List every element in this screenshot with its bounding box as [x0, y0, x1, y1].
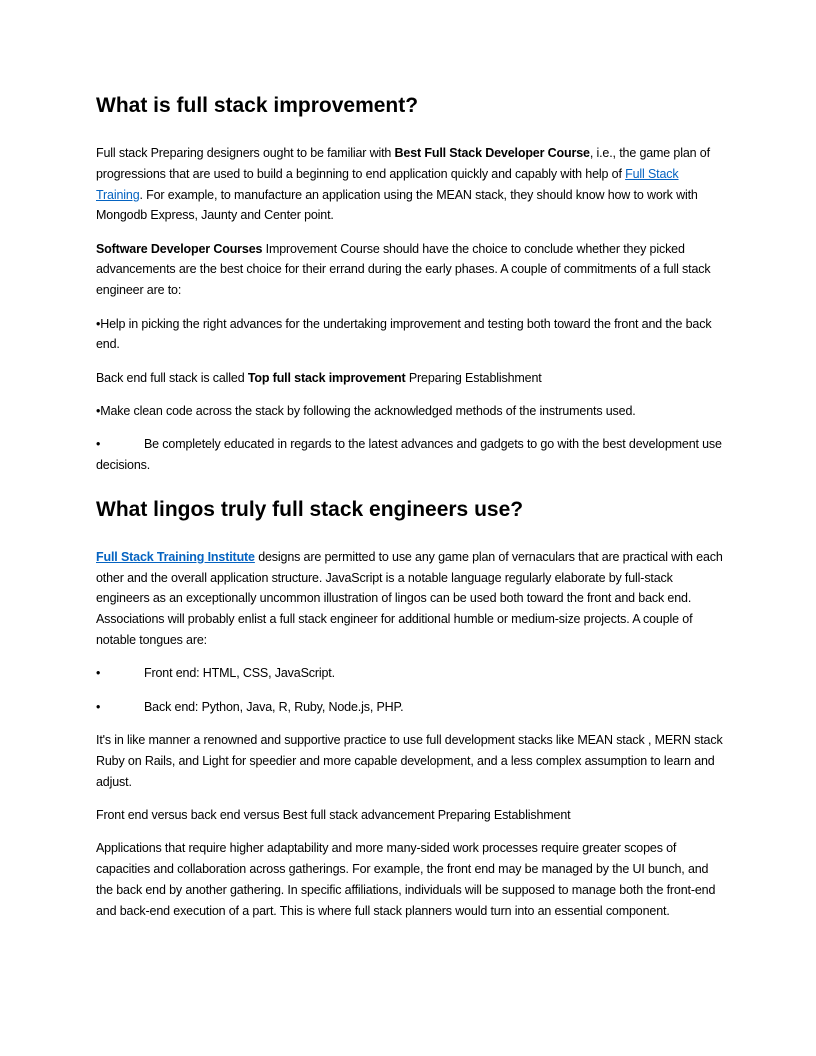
paragraph-software-courses	[96, 239, 724, 301]
bullet-text: Back end: Python, Java, R, Ruby, Node.js, PHP.	[144, 699, 404, 714]
software-courses-bold: Software Developer Courses	[96, 241, 263, 256]
educated-text: Be completely educated in regards to the latest advances and gadgets to go with the best development use decisions.	[96, 437, 722, 473]
paragraph-applications: Applications that require higher adaptability and more many-sided work processes require greater scopes of capacities and collaboration across gatherings. For example, the front end may be managed by the UI bunch, and the back end by another gathering. In specific affiliations, individuals will be supposed to manage both the front-end and back-end execution of a part. This is where full stack planners would turn into an essential component.	[96, 841, 716, 918]
paragraph-front-vs-back: Front end versus back end versus Best full stack advancement Preparing Establishment	[96, 807, 571, 822]
paragraph-full-development-stacks: It's in like manner a renowned and supportive practice to use full development stacks like MEAN stack , MERN stack Ruby on Rails, and Light for speedier and more capable development, and a less complex assumption to learn and adjust.	[96, 732, 723, 789]
bullet-marker: •	[96, 666, 101, 681]
document-page	[96, 92, 724, 934]
paragraph-institute	[96, 547, 724, 651]
intro-text-a: Full stack Preparing designers ought to be familiar with	[96, 146, 395, 160]
bullet-marker: •	[96, 699, 101, 714]
back-end-bold: Top full stack improvement	[247, 370, 406, 385]
institute-text: designs are permitted to use any game plan of vernaculars that are practical with each other and the overall application structure. JavaScript is a notable language regularly elaborate by full-stack engineers as an exceptionally uncommon illustration of lingos can be used both toward the front and back end. Associations will probably enlist a full stack engineer for additional humble or medium-size projects. A couple of notable tongues are:	[96, 549, 723, 648]
intro-bold-course: Best Full Stack Developer Course	[394, 146, 590, 160]
heading-lingos: What lingos truly full stack engineers use?	[96, 497, 524, 521]
bullet-marker: •	[96, 437, 101, 452]
intro-text-d: . For example, to manufacture an application using the MEAN stack, they should know how to work with Mongodb Express, Jaunty and Center point.	[96, 187, 698, 223]
paragraph-help-picking: •Help in picking the right advances for the undertaking improvement and testing both toward the front and the back end.	[96, 316, 712, 352]
back-end-text-b: Preparing Establishment	[405, 370, 542, 385]
paragraph-educated	[96, 434, 724, 476]
bullet-item	[96, 697, 724, 718]
bullet-text: Front end: HTML, CSS, JavaScript.	[144, 666, 335, 681]
heading-full-stack-improvement: What is full stack improvement?	[96, 94, 419, 117]
intro-text-c: , i.e., the game plan of progressions that are used to build a beginning to end application quickly and capably with help of	[96, 146, 710, 181]
software-courses-text: Improvement Course should have the choice to conclude whether they picked advancements are the best choice for their errand during the early phases. A couple of commitments of a full stack engineer are to:	[96, 241, 711, 298]
back-end-text-a: Back end full stack is called	[96, 370, 248, 385]
paragraph-back-end	[96, 368, 724, 389]
full-stack-training-link[interactable]: Full Stack Training	[96, 166, 679, 202]
full-stack-training-institute-link[interactable]: Full Stack Training Institute	[96, 549, 255, 564]
bullet-item	[96, 663, 724, 684]
paragraph-intro	[96, 143, 724, 226]
paragraph-clean-code: •Make clean code across the stack by following the acknowledged methods of the instruments used.	[96, 403, 636, 418]
